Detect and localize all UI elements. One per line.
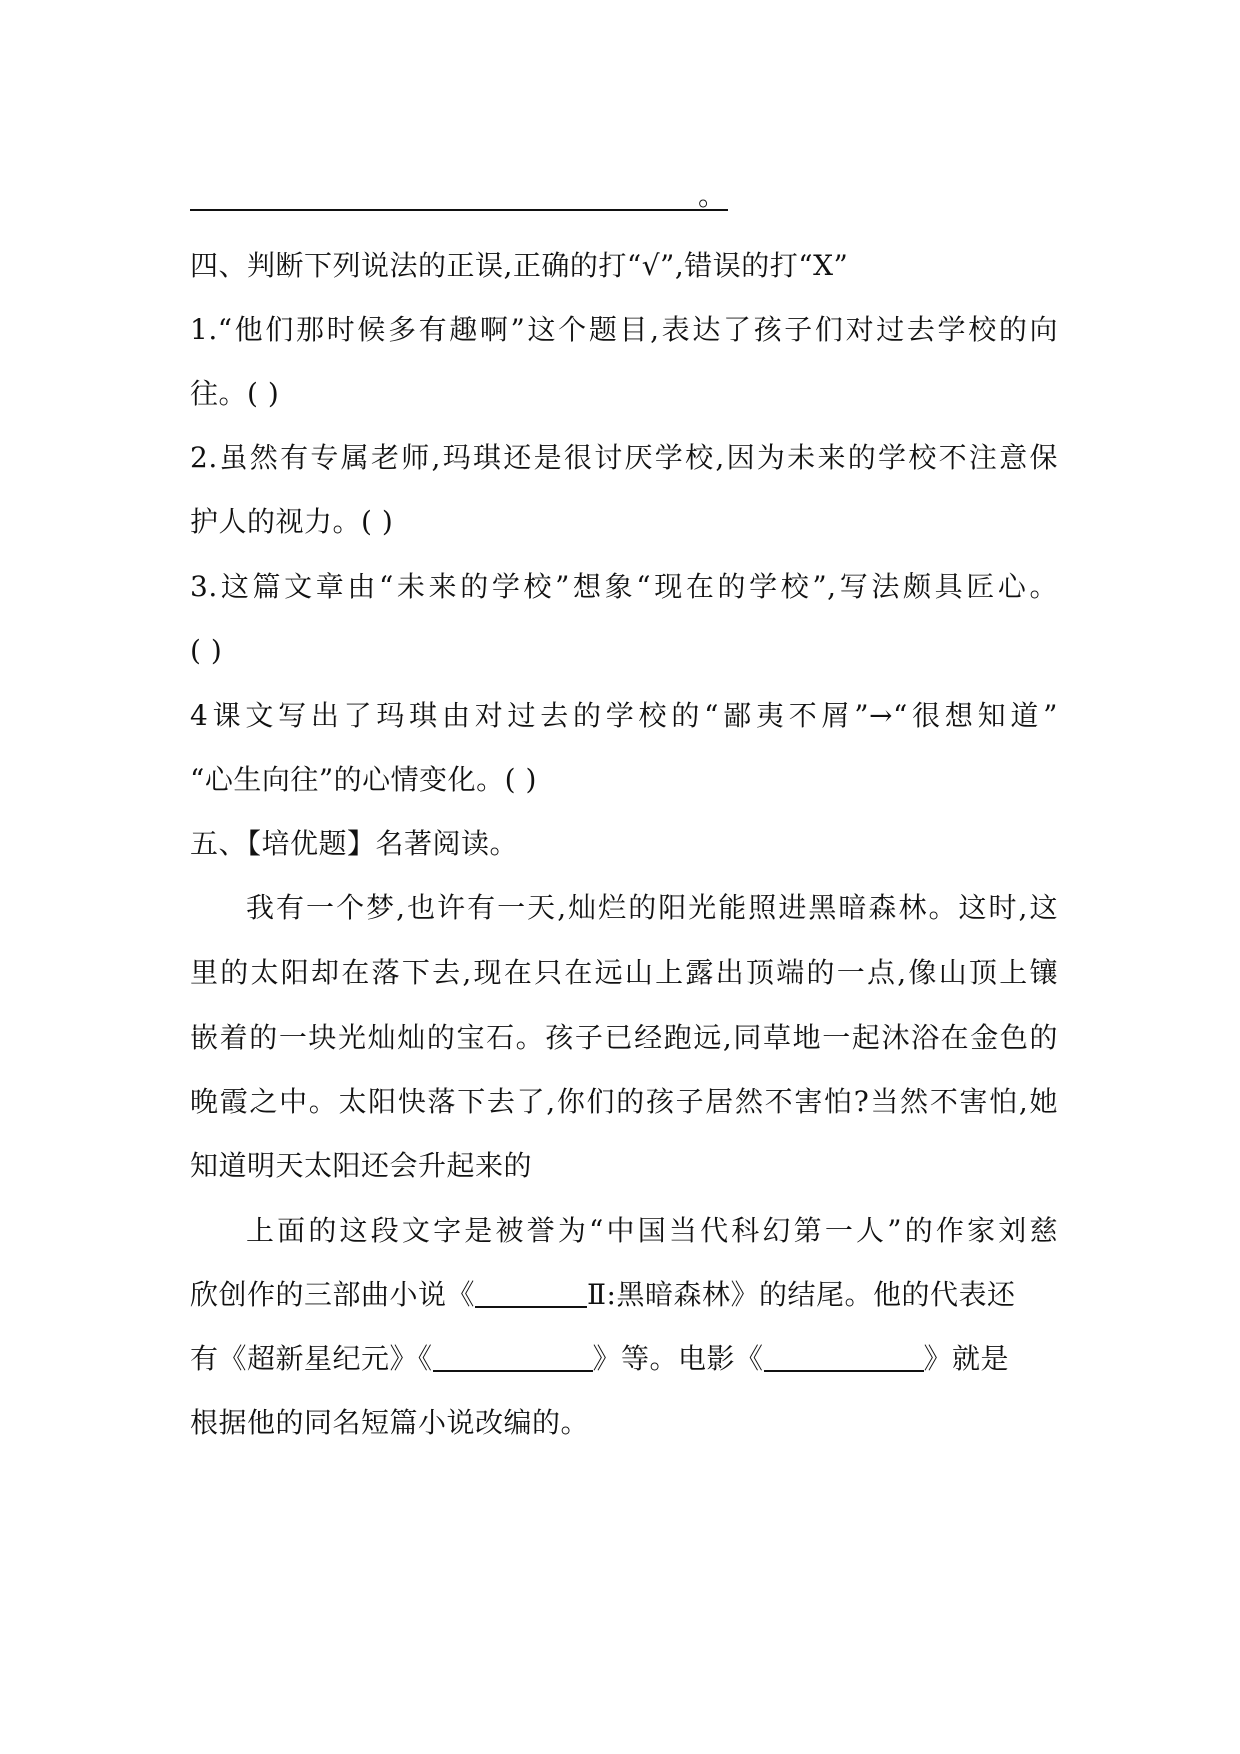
fill-question-line-4: 根据他的同名短篇小说改编的。 xyxy=(190,1406,590,1439)
question-2-line-2: 护人的视力。( ) xyxy=(190,505,394,538)
fill-question-text: 》等。电影《 xyxy=(592,1342,764,1375)
answer-end-mark: 。 xyxy=(698,179,727,212)
fill-question-text: 》就是 xyxy=(923,1342,1010,1375)
fill-question-text: 有《超新星纪元》《 xyxy=(190,1342,433,1375)
question-1-line-2: 往。( ) xyxy=(190,377,280,410)
answer-blank-2[interactable] xyxy=(433,1339,593,1372)
fill-question-line-1: 上面的这段文字是被誉为“中国当代科幻第一人”的作家刘慈 xyxy=(246,1214,1058,1247)
question-4-line-2: “心生向往”的心情变化。( ) xyxy=(190,763,537,796)
passage-line: 知道明天太阳还会升起来的 xyxy=(190,1149,533,1182)
section-4-heading: 四、判断下列说法的正误,正确的打“√”,错误的打“X” xyxy=(190,249,849,282)
answer-blank-3[interactable] xyxy=(764,1339,924,1372)
passage-line: 里的太阳却在落下去,现在只在远山上露出顶端的一点,像山顶上镶 xyxy=(190,956,1058,989)
fill-question-line-3 xyxy=(190,1339,1070,1379)
answer-underline xyxy=(190,208,728,211)
fill-question-text: Ⅱ:黑暗森林》的结尾。他的代表还 xyxy=(587,1278,1016,1311)
question-3-line-2: ( ) xyxy=(190,634,223,667)
passage-line: 嵌着的一块光灿灿的宝石。孩子已经跑远,同草地一起沐浴在金色的 xyxy=(190,1021,1058,1054)
question-2-line-1: 2.虽然有专属老师,玛琪还是很讨厌学校,因为未来的学校不注意保 xyxy=(190,441,1058,474)
passage-line: 我有一个梦,也许有一天,灿烂的阳光能照进黑暗森林。这时,这 xyxy=(246,891,1058,924)
answer-blank-1[interactable] xyxy=(475,1275,587,1308)
fill-question-text: 欣创作的三部曲小说《 xyxy=(190,1278,476,1311)
fill-question-line-2 xyxy=(190,1275,1070,1315)
question-1-line-1: 1.“他们那时候多有趣啊”这个题目,表达了孩子们对过去学校的向 xyxy=(190,313,1058,346)
question-4-line-1: 4课文写出了玛琪由对过去的学校的“鄙夷不屑”→“很想知道” xyxy=(190,699,1058,732)
question-3-line-1: 3.这篇文章由“未来的学校”想象“现在的学校”,写法颇具匠心。 xyxy=(190,570,1058,603)
section-5-heading: 五、【培优题】名著阅读。 xyxy=(190,827,519,860)
passage-line: 晚霞之中。太阳快落下去了,你们的孩子居然不害怕?当然不害怕,她 xyxy=(190,1085,1058,1118)
